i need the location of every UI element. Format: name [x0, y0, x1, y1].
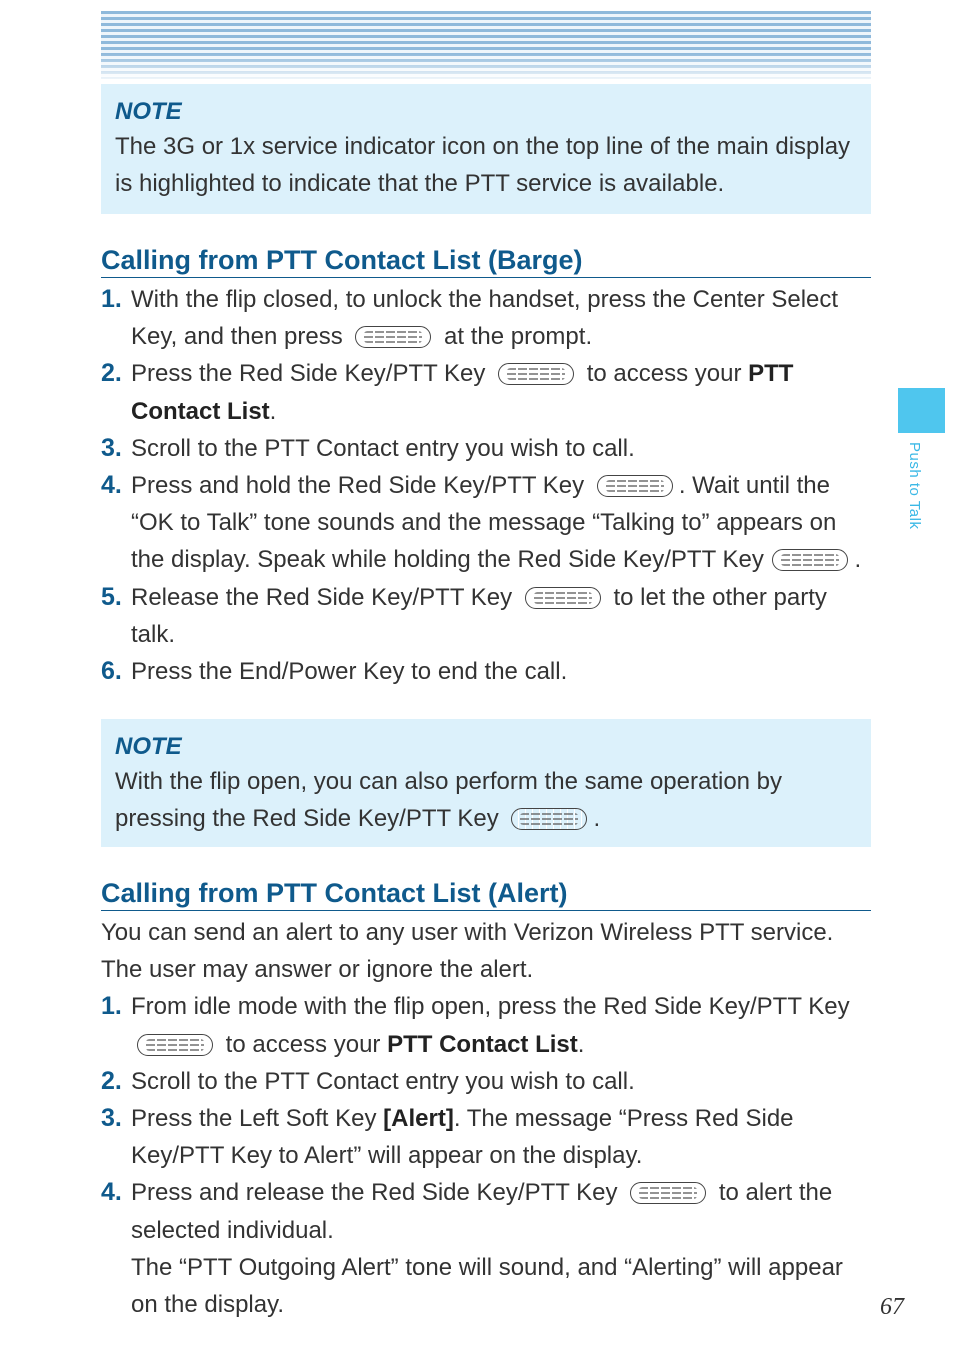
note-box-flip-open [101, 719, 871, 847]
intro-paragraph: You can send an alert to any user with Verizon Wireless PTT service. The user may answer or ignore the alert. [101, 919, 834, 984]
note-box-service-indicator [101, 84, 871, 214]
header-stripe-banner [101, 11, 871, 79]
step-number: 2. [101, 1066, 122, 1095]
section-title-alert: Calling from PTT Contact List (Alert) [101, 876, 871, 911]
list-item: 3. Press the Left Soft Key [Alert]. The message “Press Red Side Key/PTT Key to Alert” will appear on the display. [101, 1100, 876, 1174]
section-title-barge: Calling from PTT Contact List (Barge) [101, 243, 871, 278]
ptt-key-icon [772, 549, 848, 571]
step-number: 5. [101, 582, 122, 611]
step-followup-text: The “PTT Outgoing Alert” tone will sound, and “Alerting” will appear on the display. [131, 1253, 843, 1319]
ptt-key-icon [525, 587, 601, 609]
step-number: 3. [101, 433, 122, 462]
alert-section-body [101, 914, 876, 1323]
step-number: 4. [101, 1178, 122, 1207]
list-item: 2. Press the Red Side Key/PTT Key to access your PTT Contact List. [101, 355, 876, 429]
note-text: The 3G or 1x service indicator icon on the top line of the main display is highlighted to indicate that the PTT service is available. [115, 133, 851, 197]
chapter-side-tab [898, 388, 945, 433]
note-text: With the flip open, you can also perform the same operation by pressing the Red Side Key/PTT Key . [115, 768, 783, 832]
step-number: 2. [101, 359, 122, 388]
step-number: 4. [101, 471, 122, 500]
ptt-key-icon [597, 475, 673, 497]
chapter-side-label: Push to Talk [906, 442, 923, 530]
ptt-key-icon [355, 326, 431, 348]
note-title: NOTE [115, 98, 182, 125]
list-item: 1. With the flip closed, to unlock the handset, press the Center Select Key, and then press at the prompt. [101, 281, 876, 355]
step-number: 3. [101, 1104, 122, 1133]
note-title: NOTE [115, 733, 182, 760]
steps-list-barge [101, 281, 876, 690]
list-item: 4. Press and hold the Red Side Key/PTT Key . Wait until the “OK to Talk” tone sounds and the message “Talking to” appears on the display. Speak while holding the Red Side Key/PTT Key . [101, 467, 876, 579]
step-number: 1. [101, 992, 122, 1021]
page-number: 67 [880, 1294, 904, 1320]
list-item: 6. Press the End/Power Key to end the call. [101, 653, 876, 690]
step-number: 1. [101, 285, 122, 313]
ptt-key-icon [498, 363, 574, 385]
list-item: 2. Scroll to the PTT Contact entry you wish to call. [101, 1063, 876, 1100]
ptt-key-icon [137, 1034, 213, 1056]
ptt-key-icon [511, 808, 587, 830]
list-item: 1. From idle mode with the flip open, press the Red Side Key/PTT Key to access your PTT Contact List. [101, 988, 876, 1062]
list-item: 3. Scroll to the PTT Contact entry you wish to call. [101, 430, 876, 467]
list-item: 5. Release the Red Side Key/PTT Key to let the other party talk. [101, 579, 876, 653]
step-number: 6. [101, 657, 122, 686]
ptt-key-icon [630, 1182, 706, 1204]
list-item: 4. Press and release the Red Side Key/PTT Key to alert the selected individual. [101, 1174, 876, 1248]
